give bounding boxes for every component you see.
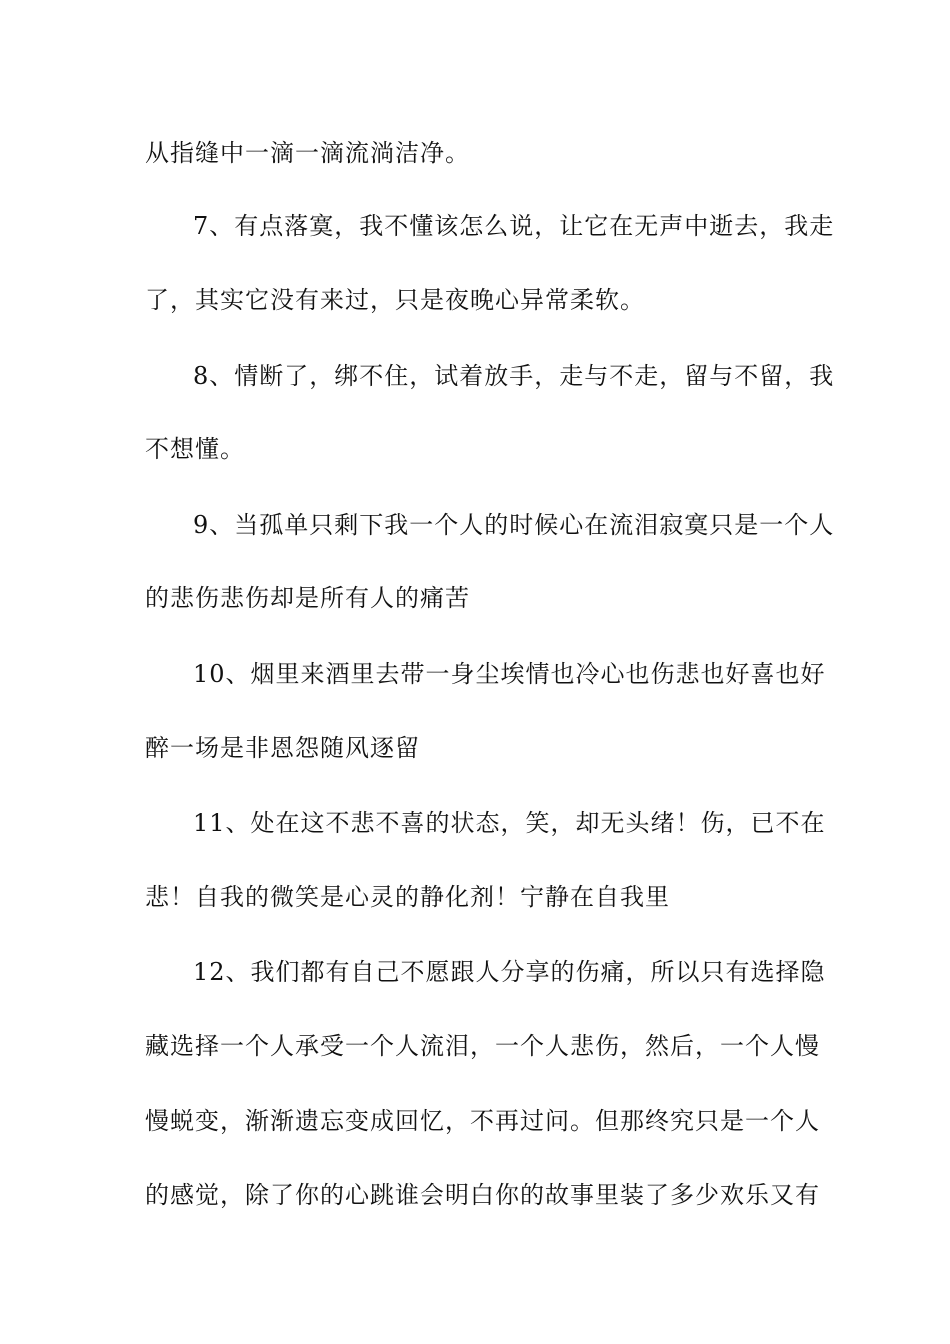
text-line: 的感觉，除了你的心跳谁会明白你的故事里装了多少欢乐又有 <box>145 1181 820 1209</box>
text-line: 8、情断了，绑不住，试着放手，走与不走，留与不留，我 <box>193 362 835 390</box>
text-line: 的悲伤悲伤却是所有人的痛苦 <box>145 584 470 612</box>
text-line: 7、有点落寞，我不懂该怎么说，让它在无声中逝去，我走 <box>193 212 835 240</box>
text-line: 从指缝中一滴一滴流淌洁净。 <box>145 139 470 167</box>
text-line: 了，其实它没有来过，只是夜晚心异常柔软。 <box>145 286 645 314</box>
text-line: 9、当孤单只剩下我一个人的时候心在流泪寂寞只是一个人 <box>193 511 835 539</box>
text-line: 不想懂。 <box>145 435 245 463</box>
text-line: 藏选择一个人承受一个人流泪，一个人悲伤，然后，一个人慢 <box>145 1032 820 1060</box>
text-line: 悲！自我的微笑是心灵的静化剂！宁静在自我里 <box>145 883 670 911</box>
text-line: 醉一场是非恩怨随风逐留 <box>145 734 420 762</box>
text-line: 10、烟里来酒里去带一身尘埃情也冷心也伤悲也好喜也好 <box>193 660 826 688</box>
text-line: 12、我们都有自己不愿跟人分享的伤痛，所以只有选择隐 <box>193 958 826 986</box>
text-line: 慢蜕变，渐渐遗忘变成回忆，不再过问。但那终究只是一个人 <box>145 1107 820 1135</box>
text-line: 11、处在这不悲不喜的状态，笑，却无头绪！伤，已不在 <box>193 809 826 837</box>
